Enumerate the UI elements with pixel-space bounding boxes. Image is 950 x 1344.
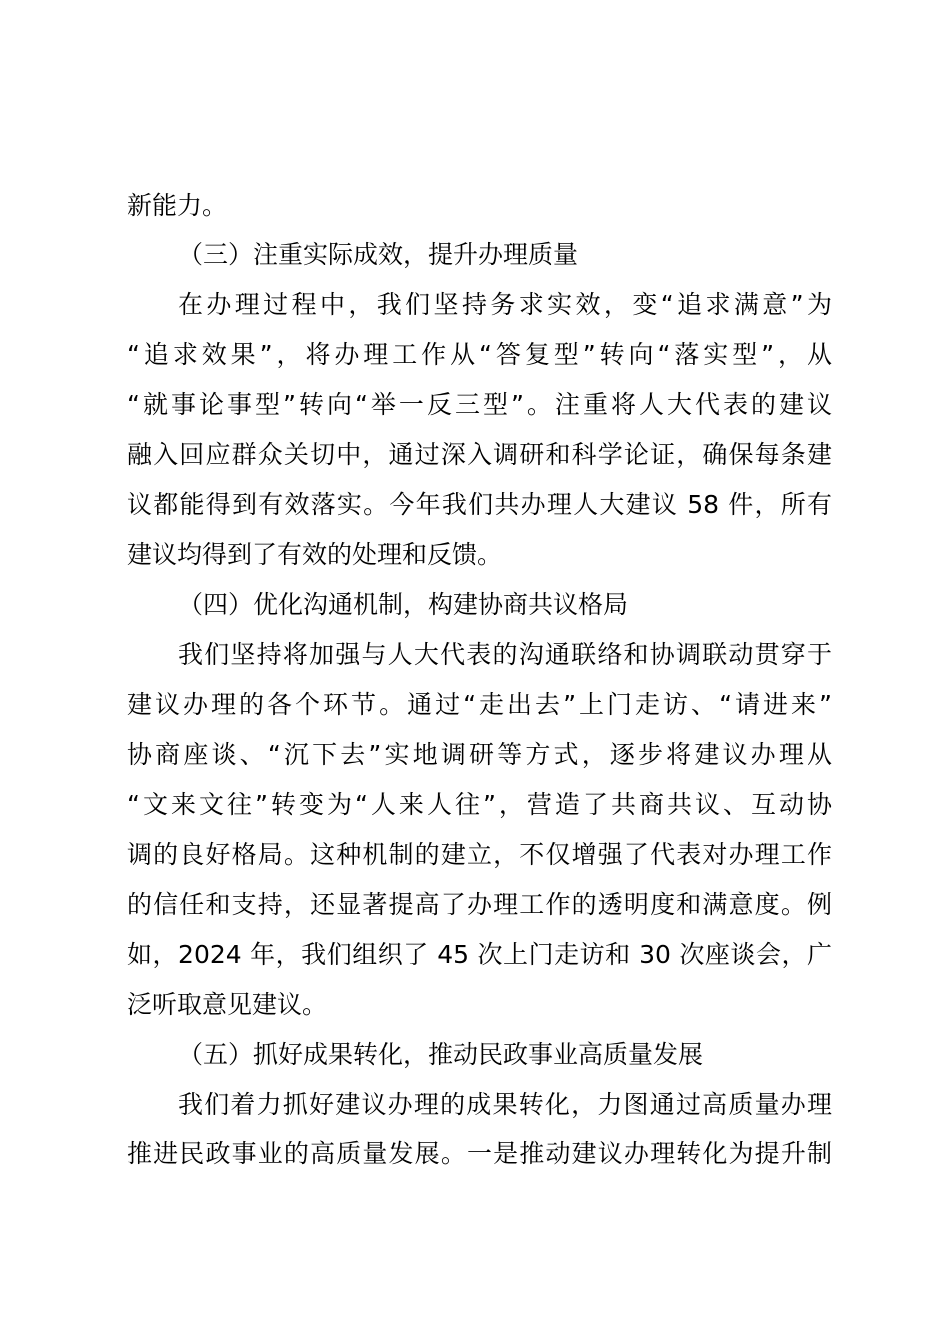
paragraph-line-end: 新能力。 <box>127 191 228 220</box>
paragraph-line-start: 我们坚持将加强与人大代表的沟通联络和协调联动贯穿于 <box>178 640 832 669</box>
paragraph-line-start: 在办理过程中，我们坚持务求实效，变“追求满意”为 <box>178 290 832 319</box>
paragraph-line: 议都能得到有效落实。今年我们共办理人大建议 58 件，所有 <box>127 490 832 519</box>
paragraph-line: “文来文往”转变为“人来人往”，营造了共商共议、互动协 <box>127 790 832 819</box>
paragraph-line-end: 泛听取意见建议。 <box>127 990 328 1019</box>
paragraph-line: 融入回应群众关切中，通过深入调研和科学论证，确保每条建 <box>127 440 832 469</box>
paragraph-line: 的信任和支持，还显著提高了办理工作的透明度和满意度。例 <box>127 890 832 919</box>
paragraph-line: 协商座谈、“沉下去”实地调研等方式，逐步将建议办理从 <box>127 740 832 769</box>
paragraph-line: “追求效果”，将办理工作从“答复型”转向“落实型”，从 <box>127 340 832 369</box>
section-heading-3: （三）注重实际成效，提升办理质量 <box>178 240 579 269</box>
paragraph-line: 建议办理的各个环节。通过“走出去”上门走访、“请进来” <box>127 690 832 719</box>
paragraph-line: 调的良好格局。这种机制的建立，不仅增强了代表对办理工作 <box>127 840 832 869</box>
section-heading-5: （五）抓好成果转化，推动民政事业高质量发展 <box>178 1040 704 1069</box>
section-heading-4: （四）优化沟通机制，构建协商共议格局 <box>178 590 629 619</box>
paragraph-line: 推进民政事业的高质量发展。一是推动建议办理转化为提升制 <box>127 1139 832 1168</box>
paragraph-line-end: 建议均得到了有效的处理和反馈。 <box>127 540 503 569</box>
paragraph-line: “就事论事型”转向“举一反三型”。注重将人大代表的建议 <box>127 390 832 419</box>
paragraph-line: 如，2024 年，我们组织了 45 次上门走访和 30 次座谈会，广 <box>127 940 832 969</box>
paragraph-line-start: 我们着力抓好建议办理的成果转化，力图通过高质量办理 <box>178 1090 832 1119</box>
